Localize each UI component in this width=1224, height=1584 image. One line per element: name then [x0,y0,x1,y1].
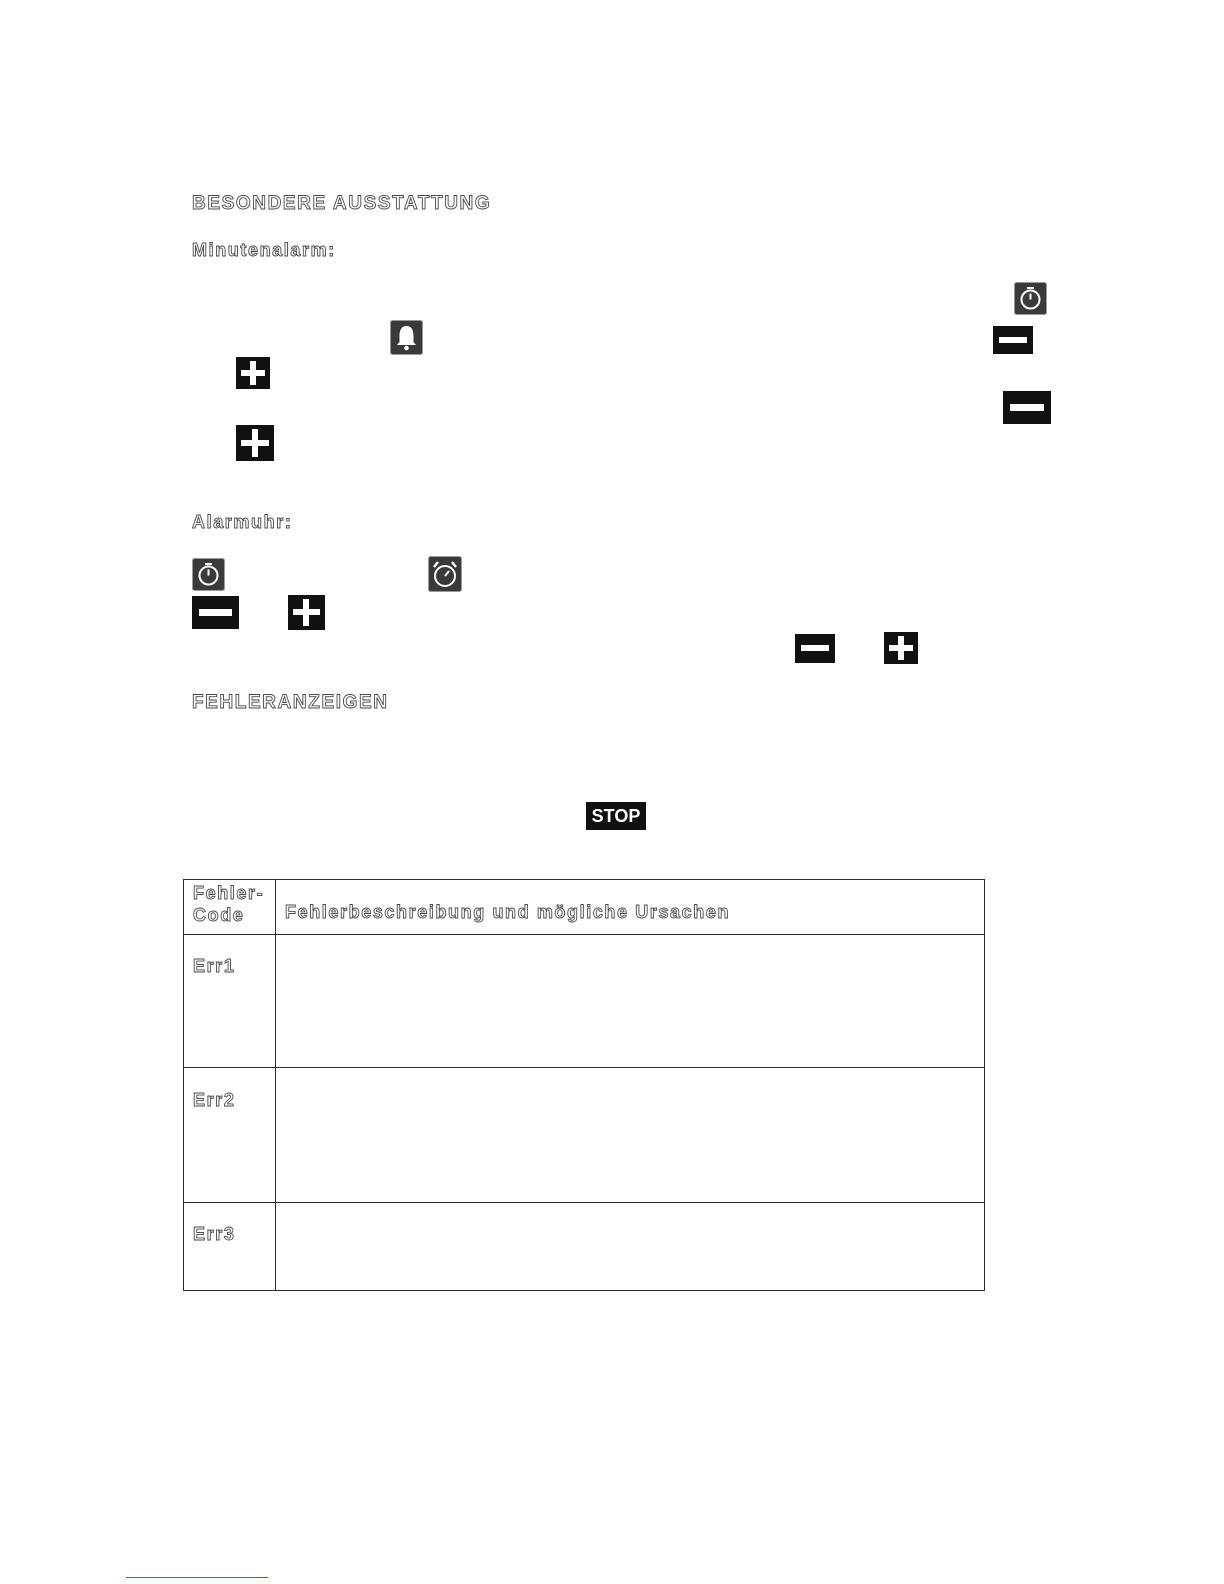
plus-icon [288,595,325,630]
timer-icon [192,558,225,591]
table-rule [275,879,276,1291]
table-cell-code: Err3 [193,1224,236,1244]
table-rule [183,1067,985,1068]
minus-icon [1003,391,1051,424]
subheading-minute-alarm: Minutenalarm: [192,240,336,260]
table-header-code [193,882,264,926]
stop-label: STOP [591,805,641,826]
stop-icon [586,802,646,830]
table-rule [183,934,985,935]
alarm-clock-icon [428,556,462,592]
bell-icon [390,320,423,355]
minus-icon [993,326,1033,354]
table-cell-code: Err1 [193,956,236,976]
plus-icon [236,357,270,389]
plus-icon [236,425,274,461]
section-heading-features: BESONDERE AUSSTATTUNG [192,193,492,214]
timer-icon [1014,282,1047,315]
table-rule [183,1290,985,1291]
minus-icon [192,596,239,629]
table-header-description: Fehlerbeschreibung und mögliche Ursachen [285,902,731,922]
table-header-code-line2: Code [193,905,245,925]
footnote-separator [126,1577,268,1578]
table-rule [183,1202,985,1203]
table-header-code-line1: Fehler- [193,883,265,903]
table-rule [984,879,985,1291]
table-rule [183,879,985,880]
table-cell-code: Err2 [193,1090,236,1110]
minus-icon [795,634,835,663]
subheading-alarm-clock: Alarmuhr: [192,512,293,532]
plus-icon [884,632,918,664]
table-rule [183,879,184,1291]
section-heading-errors: FEHLERANZEIGEN [192,692,389,713]
